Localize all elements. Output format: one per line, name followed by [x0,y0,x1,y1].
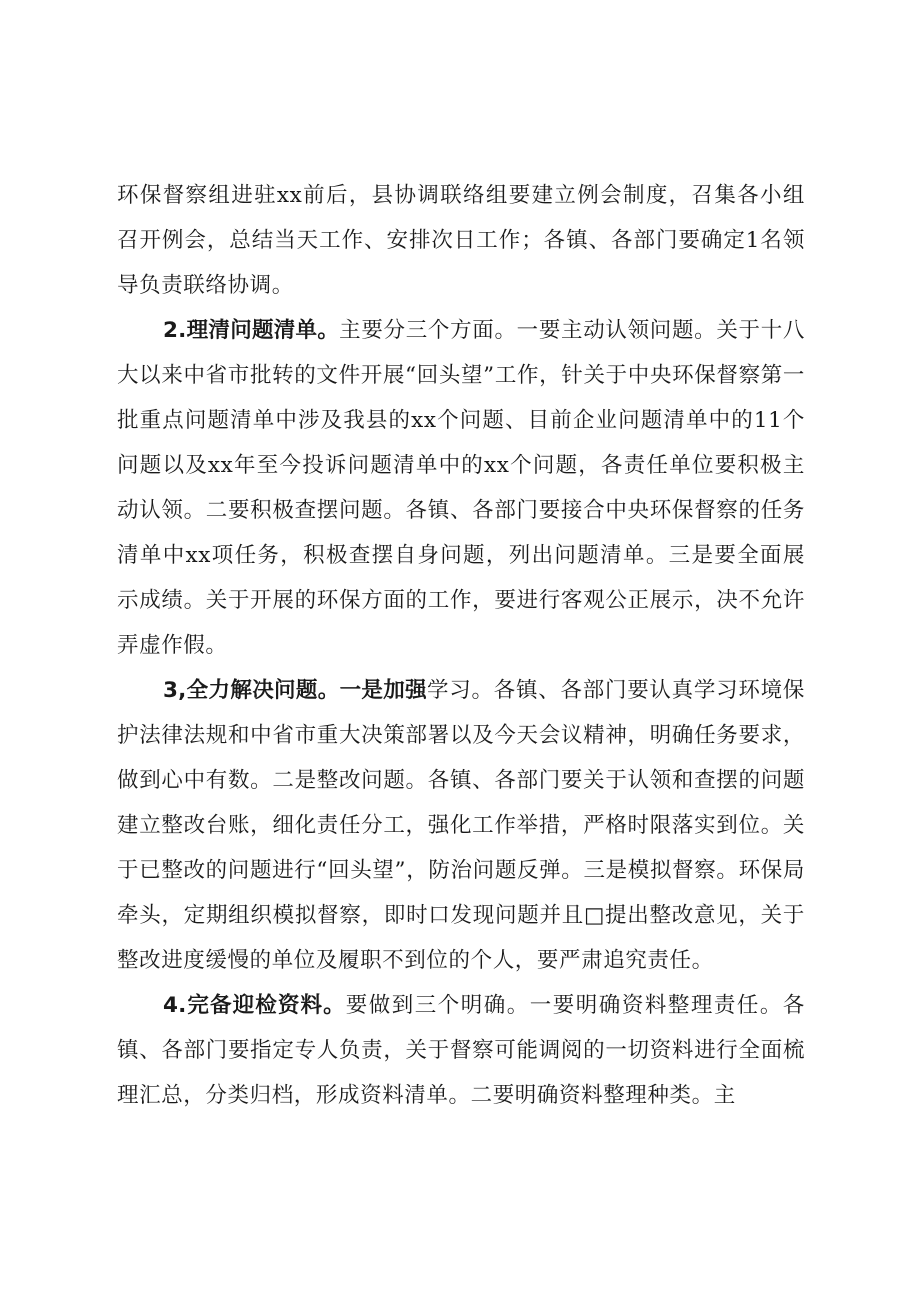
paragraph-2-heading: 2.理清问题清单。 [163,318,340,343]
paragraph-4-text: 要做到三个明确。一要明确资料整理责任。各镇、各部门要指定专人负责，关于督察可能调阅的一切资料进行全面梳理汇总，分类归档，形成资料清单。二要明确资料整理种类。主 [117,993,805,1108]
paragraph-1 [117,173,805,308]
paragraph-2 [117,308,805,668]
paragraph-1-text: 环保督察组进驻xx前后，县协调联络组要建立例会制度，召集各小组召开例会，总结当天工作、安排次日工作；各镇、各部门要确定1名领导负责联络协调。 [117,183,805,298]
paragraph-2-text: 主要分三个方面。一要主动认领问题。关于十八大以来中省市批转的文件开展“回头望”工作，针关于中央环保督察第一批重点问题清单中涉及我县的xx个问题、目前企业问题清单中的11个问题以及xx年至今投诉问题清单中的xx个问题，各责任单位要积极主动认领。二要积极查摆问题。各镇、各部门要接合中央环保督察的任务清单中xx项任务，积极查摆自身问题，列出问题清单。三是要全面展示成绩。关于开展的环保方面的工作，要进行客观公正展示，决不允许弄虚作假。 [117,318,805,658]
paragraph-3 [117,668,805,983]
paragraph-3-heading: 3,全力解决问题。一是加强 [163,678,427,703]
document-body [117,173,805,1118]
paragraph-4 [117,983,805,1118]
paragraph-4-heading: 4.完备迎检资料。 [163,993,346,1018]
paragraph-3-text: 学习。各镇、各部门要认真学习环境保护法律法规和中省市重大决策部署以及今天会议精神，明确任务要求，做到心中有数。二是整改问题。各镇、各部门要关于认领和查摆的问题建立整改台账，细化责任分工，强化工作举措，严格时限落实到位。关于已整改的问题进行“回头望”，防治问题反弹。三是模拟督察。环保局牵头，定期组织模拟督察，即时口发现问题并且□提出整改意见，关于整改进度缓慢的单位及履职不到位的个人，要严肃追究责任。 [117,678,806,973]
